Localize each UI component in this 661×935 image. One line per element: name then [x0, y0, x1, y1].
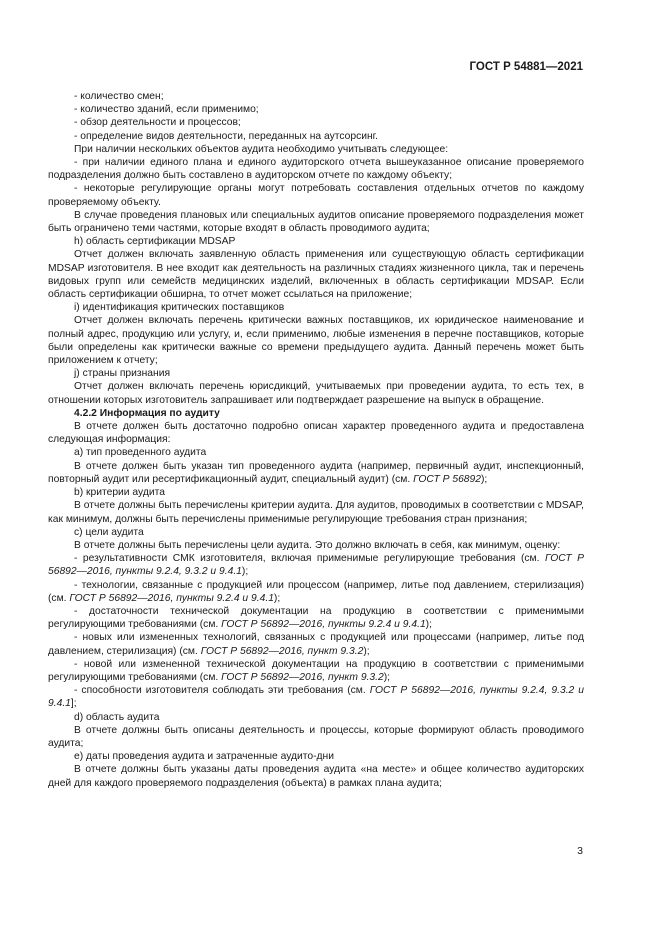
paragraph [48, 684, 584, 710]
standard-reference: ГОСТ Р 56892—2016, пункт 9.3.2 [221, 671, 384, 683]
paragraph-text: - технологии, связанные с продукцией или процессом (например, литье под давлением, стерилизация) (см. [48, 579, 584, 604]
paragraph [48, 209, 584, 235]
paragraph [48, 235, 584, 248]
paragraph-text: В отчете должны быть перечислены критерии аудита. Для аудитов, проводимых в соответствии с MDSAP, как минимум, должны быть перечислены применимые регулирующие требования стран признания; [48, 500, 584, 525]
paragraph-text: b) критерии аудита [74, 487, 165, 499]
paragraph [48, 301, 584, 314]
paragraph [48, 658, 584, 684]
paragraph [48, 407, 584, 420]
standard-reference: ГОСТ Р 56892—2016, пункты 9.2.4, 9.3.2 и 9.4.1 [48, 685, 585, 710]
paragraph-text: В отчете должны быть указаны даты проведения аудита «на месте» и общее количество аудиторских дней для каждого проверяемого подразделения (объекта) в рамках плана аудита; [48, 764, 584, 789]
paragraph-text: - новых или измененных технологий, связанных с продукцией или процессами (например, литье под давлением, стерилизация) (см. [48, 632, 584, 657]
paragraph [48, 90, 584, 103]
paragraph-text: d) область аудита [74, 711, 160, 723]
paragraph [48, 579, 584, 605]
document-header-id: ГОСТ Р 54881—2021 [469, 61, 583, 73]
paragraph-text: Отчет должен включать перечень критически важных поставщиков, их юридическое наименование и полный адрес, продукцию или услугу, и, если применимо, любые изменения в перечне поставщиков, которые были определены как критически важные со времени предыдущего аудита. Данный перечень может быть приложением к отчету; [48, 315, 584, 367]
paragraph-text: ]; [70, 698, 77, 710]
paragraph [48, 143, 584, 156]
paragraph [48, 539, 584, 552]
paragraph [48, 526, 584, 539]
paragraph-text: В случае проведения плановых или специальных аудитов описание проверяемого подразделения может быть ограничено теми частями, которые входят в область проводимого аудита; [48, 209, 584, 235]
paragraph [48, 499, 584, 525]
paragraph-text: c) цели аудита [74, 526, 144, 538]
paragraph [48, 711, 584, 724]
paragraph-text: 4.2.2 Информация по аудиту [74, 407, 220, 419]
paragraph [48, 380, 584, 406]
paragraph [48, 116, 584, 129]
paragraph [48, 724, 584, 750]
paragraph [48, 420, 584, 446]
paragraph [48, 314, 584, 367]
paragraph-text: j) страны признания [74, 368, 171, 380]
paragraph [48, 750, 584, 763]
paragraph-text: ); [241, 566, 249, 578]
paragraph-text: - способности изготовителя соблюдать эти требования (см. [74, 685, 370, 697]
paragraph-text: - новой или измененной технической документации на продукцию в соответствии с применимыми регулирующими требованиями (см. [48, 658, 584, 683]
paragraph [48, 182, 584, 208]
paragraph-text: i) идентификация критических поставщиков [74, 302, 285, 314]
standard-reference: ГОСТ Р 56892—2016, пункты 9.2.4 и 9.4.1 [69, 592, 274, 604]
paragraph-text: - результативности СМК изготовителя, включая применимые регулирующие требования (см. [74, 553, 545, 565]
paragraph-text: - обзор деятельности и процессов; [74, 117, 241, 129]
paragraph-text: Отчет должен включать заявленную область применения или существующую область сертификации MDSAP изготовителя. В нее входит как деятельность на различных стадиях жизненного цикла, так и перечень видовых групп или семейств медицинских изделий, включенных в область сертификации MDSAP. Если область сертификации обширна, то отчет может ссылаться на приложение; [48, 249, 584, 301]
paragraph-text: - определение видов деятельности, переданных на аутсорсинг. [74, 130, 379, 142]
paragraph [48, 103, 584, 116]
paragraph-text: ); [383, 671, 391, 683]
paragraph [48, 763, 584, 789]
paragraph-text: ); [425, 619, 432, 631]
paragraph-text: ); [363, 645, 370, 657]
paragraph-text: В отчете должен быть указан тип проведенного аудита (например, первичный аудит, инспекционный, повторный аудит или ресертификационный аудит, специальный аудит) (см. [48, 460, 584, 485]
paragraph-text: При наличии нескольких объектов аудита необходимо учитывать следующее: [74, 143, 449, 155]
paragraph-text: ); [480, 473, 488, 485]
paragraph [48, 631, 584, 657]
paragraph [48, 156, 584, 182]
paragraph [48, 130, 584, 143]
paragraph-text: - при наличии единого плана и единого аудиторского отчета вышеуказанное описание проверяемого подразделения должно быть составлено в аудиторском отчете по каждому объекту; [48, 157, 584, 182]
standard-reference: ГОСТ Р 56892—2016, пункт 9.3.2 [200, 645, 364, 657]
paragraph-text: В отчете должны быть описаны деятельность и процессы, которые формируют область проводимого аудита; [48, 724, 584, 749]
standard-reference: ГОСТ Р 56892—2016, пункты 9.2.4 и 9.4.1 [221, 619, 426, 631]
paragraph-text: h) область сертификации MDSAP [74, 236, 236, 248]
paragraph-text: - количество зданий, если применимо; [74, 104, 259, 116]
paragraph [48, 552, 584, 578]
standard-reference: ГОСТ Р 56892—2016, пункты 9.2.4, 9.3.2 и 9.4.1 [48, 553, 584, 578]
paragraph-text: e) даты проведения аудита и затраченные аудито-дни [74, 751, 334, 763]
paragraph [48, 605, 584, 631]
document-body [48, 90, 584, 790]
paragraph-text: - достаточности технической документации на продукцию в соответствии с применимыми регулирующими требованиями (см. [48, 605, 584, 631]
paragraph [48, 486, 584, 499]
standard-reference: ГОСТ Р 56892 [413, 473, 481, 485]
paragraph-text: Отчет должен включать перечень юрисдикций, учитываемых при проведении аудита, то есть тех, в отношении которых изготовитель запрашивает или подтверждает разрешение на выпуск в обращение. [48, 381, 584, 406]
paragraph-text: - некоторые регулирующие органы могут потребовать составления отдельных отчетов по каждому проверяемому объекту. [48, 183, 584, 208]
page-number: 3 [577, 845, 583, 857]
paragraph-text: В отчете должен быть достаточно подробно описан характер проведенного аудита и предоставлена следующая информация: [48, 421, 584, 446]
paragraph-text: - количество смен; [74, 91, 164, 102]
paragraph-text: a) тип проведенного аудита [74, 447, 207, 459]
paragraph [48, 248, 584, 301]
paragraph [48, 446, 584, 459]
paragraph-text: В отчете должны быть перечислены цели аудита. Это должно включать в себя, как минимум, оценку: [74, 539, 561, 551]
paragraph [48, 460, 584, 486]
paragraph-text: ); [273, 592, 281, 604]
paragraph [48, 367, 584, 380]
